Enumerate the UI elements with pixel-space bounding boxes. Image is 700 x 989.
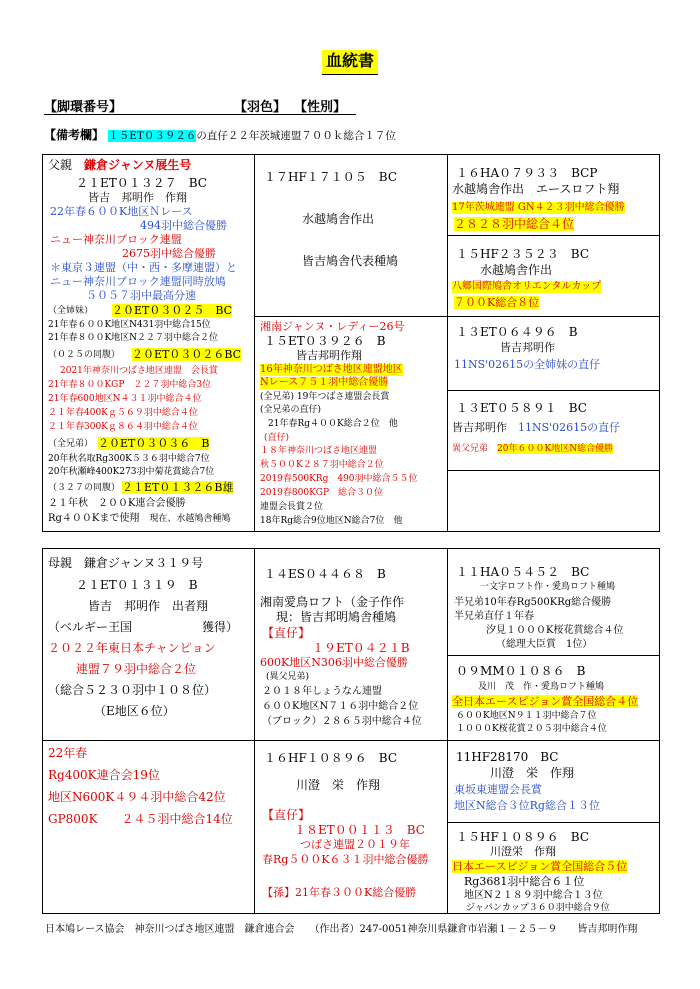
sire-ggs1-ring: １６HA０７９３３ BCP: [456, 166, 598, 180]
dam-s2: Rg400K連合会19位: [48, 768, 160, 782]
sire-sib2-r4: ２１年春400Kｇ５６９羽中総合４位: [48, 408, 198, 418]
dam-ggs1-r3: 汐見１０００K桜花賞総合４位: [486, 625, 624, 636]
color-label: 【羽色】: [234, 100, 287, 115]
dam-name: 鎌倉ジャンヌ３１９号: [84, 556, 204, 570]
dam-ring: ２１ET０１３１９ B: [76, 578, 198, 592]
dam-ggd1-r1: 全日本エースピジョン賞全国総合４位: [452, 695, 639, 708]
sire-race-5: ＊東京３連盟（中・西・多摩連盟）と: [50, 261, 237, 274]
sire-sib-label: （全姉妹）: [48, 306, 94, 316]
sire-ggs1-breeder: 水越鳩舎作出 エースロフト翔: [452, 182, 620, 196]
sire-sib4-r2: Rg４００Kまで使翔 現在、水越鳩舎種鳩: [48, 513, 231, 524]
sire-sib2-r5: ２１年春300Kｇ８６４羽中総合４位: [48, 422, 198, 432]
sire-race-1: 22年春６００K地区Ｎレース: [50, 205, 193, 218]
page-title: 血統書: [322, 50, 378, 75]
sire-ggd1-ring: １３ET０６４９６ B: [456, 325, 578, 339]
dam-ggd2-r4: ジャパンカップ３６０羽中総合９位: [466, 903, 610, 913]
sire-ggd1-breeder: 皆吉邦明作: [500, 341, 555, 354]
dam-gd-ring: １６HF１０８９６ BC: [264, 751, 398, 765]
dam-gd-kid: 【直仔】: [262, 808, 311, 822]
dam-gs-k1: １９ET０４２１B: [312, 641, 410, 655]
dam-ggs1-r4: （総理大臣賞 1位）: [496, 639, 593, 650]
sire-prefix: 父親: [48, 158, 73, 172]
dam-ggs1-r2: 半兄弟直仔１年春: [454, 611, 534, 622]
sire-gd-name: 湘南ジャンヌ・レディー26号: [260, 320, 405, 333]
dam-gs-s1: ２０１８年しょうなん連盟: [262, 686, 382, 697]
sire-gd-sib: (全兄弟) 19年つばさ連盟会長賞: [260, 392, 390, 402]
dam-gs-sib: (異父兄弟): [266, 672, 310, 682]
sire-gs-breeder: 水越鳩舎作出: [302, 212, 375, 226]
sire-name: 鎌倉ジャンヌ展生号: [84, 158, 192, 172]
ring-label: 【脚環番号】: [44, 100, 123, 115]
dam-ggs1-r1: 半兄弟10年春Rg500KRg総合優勝: [454, 597, 612, 608]
dam-note1: （ベルギー王国: [48, 620, 133, 634]
sire-sib3-label: （全兄弟）: [48, 439, 94, 449]
sire-ggd2-r1: 20年６００K地区N総合優勝: [497, 444, 614, 454]
sex-label: 【性別】: [294, 100, 347, 115]
dam-gd-grand: 【孫】21年春３００K総合優勝: [262, 886, 417, 899]
dam-s1: 22年春: [48, 746, 88, 760]
dam-ggs2-breeder: 川澄 栄 作翔: [490, 766, 575, 780]
dam-ggd1-ring: ０９MM０１０８６ B: [456, 664, 586, 678]
remarks-text: の直仔２２年茨城連盟７００ｋ総合１７位: [196, 130, 396, 142]
dam-ggd2-r2: Rg3681羽中総合６１位: [464, 875, 585, 888]
dam-ggd2-breeder: 川澄栄 作翔: [490, 845, 556, 858]
dam-s3: 地区N600K４９４羽中総合42位: [48, 790, 226, 804]
sire-ring: ２１ET０１３２７ BC: [76, 176, 207, 190]
sire-sib-r2: 21年春８００K地区N２２７羽中総合２位: [48, 333, 219, 343]
footer-org: 日本鳩レース協会 神奈川つばさ地区連盟 鎌倉連合会: [45, 924, 295, 935]
dam-gs-s3: （ブロック）２８６５羽中総合４位: [262, 716, 422, 727]
sire-ggs1-r1: 17年茨城連盟 GN４２３羽中総合優勝: [452, 202, 625, 213]
dam-gs-s2: ６００K地区N７１６羽中総合２位: [262, 701, 419, 712]
dam-ggs2-r1: 東坂東連盟会長賞: [454, 783, 542, 796]
sire-race-4: 2675羽中総合優勝: [122, 247, 216, 260]
sire-sib2-label: （０２５の同腹）: [48, 350, 121, 360]
sire-ggs2-r2: ７００K総合８位: [454, 296, 540, 309]
sire-sib2-r1: 2021年神奈川つばさ地区連盟 会長賞: [60, 366, 218, 376]
sire-ggs2-r1: 八郷国際鳩舎オリエンタルカップ: [452, 281, 602, 292]
sire-gd-r1: 16年神奈川つばさ地区連盟地区: [260, 364, 403, 375]
remarks-ring: １５ET０３９２６: [108, 130, 197, 142]
sire-sib4-ring: ２１ET０１３２６B雄: [122, 481, 234, 494]
sire-gd-ring: １５ET０３９２６ B: [264, 334, 386, 348]
dam-gs-breeder: 湘南愛鳥ロフト（金子作作: [260, 595, 405, 609]
sire-race-3: ニュー神奈川ブロック連盟: [50, 233, 182, 246]
sire-sib4-r1: ２１年秋 ２００K連合会優勝: [48, 498, 186, 509]
dam-ggd1-r3: １０００K桜花賞２０５羽中総合４位: [456, 724, 607, 734]
dam-ggs2-ring: 11HF28170 BC: [456, 750, 559, 764]
dam-ggd2-r3: 地区N２１８９羽中総合１３位: [464, 890, 603, 901]
footer-author: （作出者）247-0051神奈川県鎌倉市岩瀬１－２５－９ 皆吉邦明作翔: [314, 924, 638, 935]
dam-gs-k2: 600K地区N306羽中総合優勝: [260, 656, 408, 669]
footer: [45, 920, 637, 935]
dam-ggd1-breeder: 及川 茂 作・愛鳥ロフト種鳩: [478, 682, 605, 692]
sire-race-2: 494羽中総合優勝: [140, 219, 227, 232]
sire-gd-sib2: (全兄弟の直仔): [260, 405, 322, 415]
sire-gd-r2: Nレース７５１羽中総合優勝: [260, 377, 389, 388]
dam-gd-k1: １８ET００１１３ BC: [294, 823, 425, 837]
sire-gd-k6: 18年Rg総合9位地区N総合7位 他: [260, 516, 403, 526]
sire-ggs2-ring: １５HF２３５２３ BC: [456, 247, 590, 261]
sire-ggs2-breeder: 水越鳩舎作出: [480, 263, 553, 277]
dam-r3: （総合５２３０羽中１０８位）: [48, 683, 217, 697]
sire-sib2-r3: 21年春600地区N４３１羽中総合４位: [48, 394, 202, 404]
sire-ggs1-r2: ２８２８羽中総合４位: [454, 217, 575, 231]
sire-gd-k4: 2019春800KGP 総合３０位: [260, 488, 384, 498]
sire-sib4-label: （３２７の同腹）: [48, 483, 121, 493]
dam-ggs1-breeder: 一文字ロフト作・愛鳥ロフト種鳩: [480, 582, 616, 592]
sire-gd-k1: １８年神奈川つばさ地区連盟: [260, 446, 378, 456]
dam-s4: GP800K ２４５羽中総合14位: [48, 812, 233, 826]
dam-gd-k3: 春Rg５００K６３１羽中総合優勝: [262, 853, 429, 866]
sire-gd-k3: 2019春500KRg 490羽中総合５５位: [260, 474, 418, 484]
dam-r1: ２０２２年東日本チャンピョン: [48, 641, 216, 655]
dam-ggd1-r2: ６００K地区N９１１羽中総合７位: [456, 711, 597, 721]
header-fields: [44, 96, 356, 115]
dam-breeder: 皆吉 邦明作 出者翔: [88, 599, 209, 613]
dam-gd-k2: つばさ連盟２０１９年: [300, 838, 410, 851]
sire-sib2-r2: 21年春８００KGP ２２７羽中総合3位: [48, 380, 212, 390]
sire-breeder: 皆吉 邦明作 作翔: [88, 191, 187, 204]
dam-gs-kid: 【直仔】: [262, 626, 311, 640]
dam-gs-owner: 現：皆吉邦明鳩舎種鳩: [276, 610, 397, 624]
dam-ggs1-ring: １１HA０５４５２ BC: [456, 565, 590, 579]
sire-gs-owner: 皆吉鳩舎代表種鳩: [302, 254, 399, 268]
sire-gd-kid: (直仔): [264, 433, 290, 443]
sire-sib-r1: 21年春６００K地区N431羽中総合15位: [48, 320, 211, 330]
sire-sib3-r1: 20年秋名取Rg300K５３６羽中総合7位: [48, 454, 210, 464]
sire-sib3-ring: ２０ET０３０３６ B: [98, 437, 210, 450]
sire-gd-k2: 秋５００K２８７羽中総合２位: [260, 460, 384, 470]
dam-ggs2-r2: 地区N総合３位Rg総合１３位: [454, 799, 600, 812]
dam-r4: （E地区６位）: [94, 704, 175, 718]
sire-gd-sib3: 21年春Rg４００K総合２位 他: [268, 419, 398, 429]
sire-race-6: ニュー神奈川ブロック連盟同時放鳩: [50, 275, 226, 288]
sire-ggd2-breeder: 皆吉邦明作: [452, 421, 507, 434]
sire-ggd1-note: 11NS'02615の全姉妹の直仔: [454, 358, 601, 371]
dam-note1b: 獲得）: [202, 620, 239, 634]
dam-gs-ring: １４ES０４４６８ B: [264, 567, 386, 581]
sire-ggd2-note: 11NS'02615の直仔: [518, 421, 621, 434]
sire-gd-breeder: 皆吉邦明作翔: [296, 349, 362, 362]
dam-prefix: 母親: [48, 556, 73, 570]
sire-gs-ring: １７HF１７１０５ BC: [264, 170, 398, 184]
sire-sib3-r2: 20年秋瀬峰400K273羽中菊花賞総合7位: [48, 467, 215, 477]
remarks-label: 【備考欄】: [44, 128, 105, 142]
sire-gd-k5: 連盟会長賞２位: [260, 502, 324, 512]
sire-ggd2-sib: 異父兄弟: [452, 444, 489, 454]
sire-race-7: ５０５７羽中最高分速: [86, 289, 196, 302]
dam-ggd2-ring: １５HF１０８９６ BC: [456, 830, 590, 844]
sire-sib-ring: ２０ET０３０２５ BC: [112, 304, 233, 317]
dam-ggd2-r1: 日本エースピジョン賞全国総合５位: [452, 860, 628, 873]
sire-sib2-ring: ２０ET０３０２６BC: [132, 348, 242, 361]
sire-ggd2-ring: １３ET０５８９１ BC: [456, 401, 587, 415]
remarks: [44, 126, 396, 143]
dam-r2: 連盟７９羽中総合２位: [76, 662, 197, 676]
dam-gd-breeder: 川澄 栄 作翔: [296, 778, 381, 792]
